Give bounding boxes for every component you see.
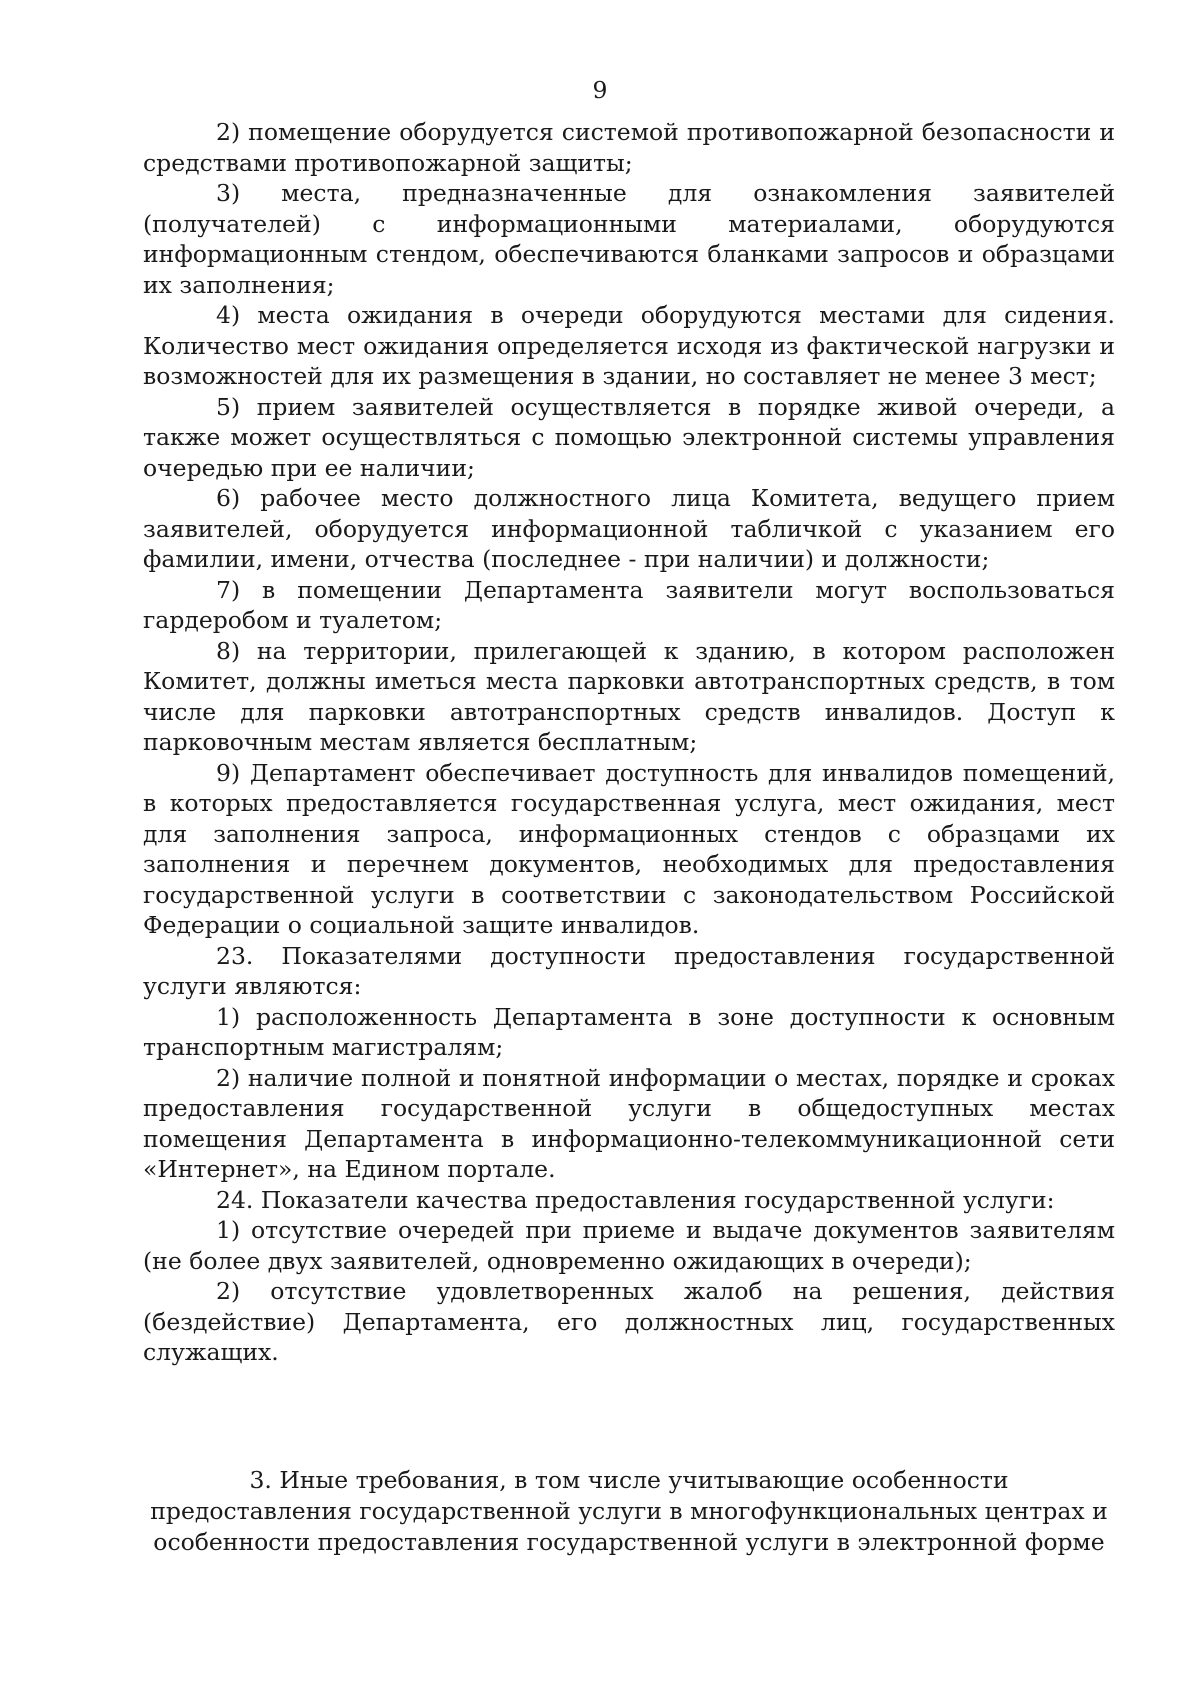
paragraph-clause-24-item-2: 2) отсутствие удовлетворенных жалоб на решения, действия (бездействие) Департамента, его должностных лиц, государственных служащих.: [143, 1277, 1115, 1366]
paragraph-clause-24: 24. Показатели качества предоставления государственной услуги:: [216, 1185, 1055, 1214]
section-heading-line: 3. Иные требования, в том числе учитывающие особенности: [249, 1466, 1009, 1494]
paragraph-item-9: 9) Департамент обеспечивает доступность для инвалидов помещений, в которых предоставляется государственная услуга, мест ожидания, мест для заполнения запроса, информационных стендов с образцами их заполнения и перечнем документов, необходимых для предоставления государственной услуги в соответствии с законодательством Российской Федерации о социальной защите инвалидов.: [143, 758, 1115, 939]
section-heading: [143, 1465, 1115, 1558]
paragraph-clause-23-item-1: 1) расположенность Департамента в зоне доступности к основным транспортным магистралям;: [143, 1002, 1115, 1061]
paragraph-item-6: 6) рабочее место должностного лица Комитета, ведущего прием заявителей, оборудуется информационной табличкой с указанием его фамилии, имени, отчества (последнее - при наличии) и должности;: [143, 484, 1115, 573]
section-heading-line: предоставления государственной услуги в многофункциональных центрах и: [150, 1497, 1108, 1525]
paragraph-item-3: 3) места, предназначенные для ознакомления заявителей (получателей) с информационными материалами, оборудуются информационным стендом, обеспечиваются бланками запросов и образцами их заполнения;: [143, 179, 1115, 299]
paragraph-item-7: 7) в помещении Департамента заявители могут воспользоваться гардеробом и туалетом;: [143, 575, 1115, 634]
paragraph-clause-24-item-1: 1) отсутствие очередей при приеме и выдаче документов заявителям (не более двух заявителей, одновременно ожидающих в очереди);: [143, 1216, 1115, 1275]
paragraph-item-5: 5) прием заявителей осуществляется в порядке живой очереди, а также может осуществляться с помощью электронной системы управления очередью при ее наличии;: [143, 392, 1115, 482]
paragraph-clause-23: 23. Показателями доступности предоставления государственной услуги являются:: [143, 941, 1115, 1000]
section-heading-line: особенности предоставления государственной услуги в электронной форме: [153, 1528, 1105, 1556]
paragraph-item-2: 2) помещение оборудуется системой противопожарной безопасности и средствами противопожарной защиты;: [143, 118, 1115, 177]
page-number: 9: [592, 76, 608, 104]
paragraph-item-8: 8) на территории, прилегающей к зданию, в котором расположен Комитет, должны иметься места парковки автотранспортных средств, в том числе для парковки автотранспортных средств инвалидов. Доступ к парковочным местам является бесплатным;: [143, 636, 1115, 756]
paragraph-item-4: 4) места ожидания в очереди оборудуются местами для сидения. Количество мест ожидания определяется исходя из фактической нагрузки и возможностей для их размещения в здании, но составляет не менее 3 мест;: [143, 301, 1115, 390]
paragraph-clause-23-item-2: 2) наличие полной и понятной информации о местах, порядке и сроках предоставления государственной услуги в общедоступных местах помещения Департамента в информационно-телекоммуникационной сети «Интернет», на Едином портале.: [143, 1063, 1115, 1183]
body-text: [143, 117, 1115, 1368]
